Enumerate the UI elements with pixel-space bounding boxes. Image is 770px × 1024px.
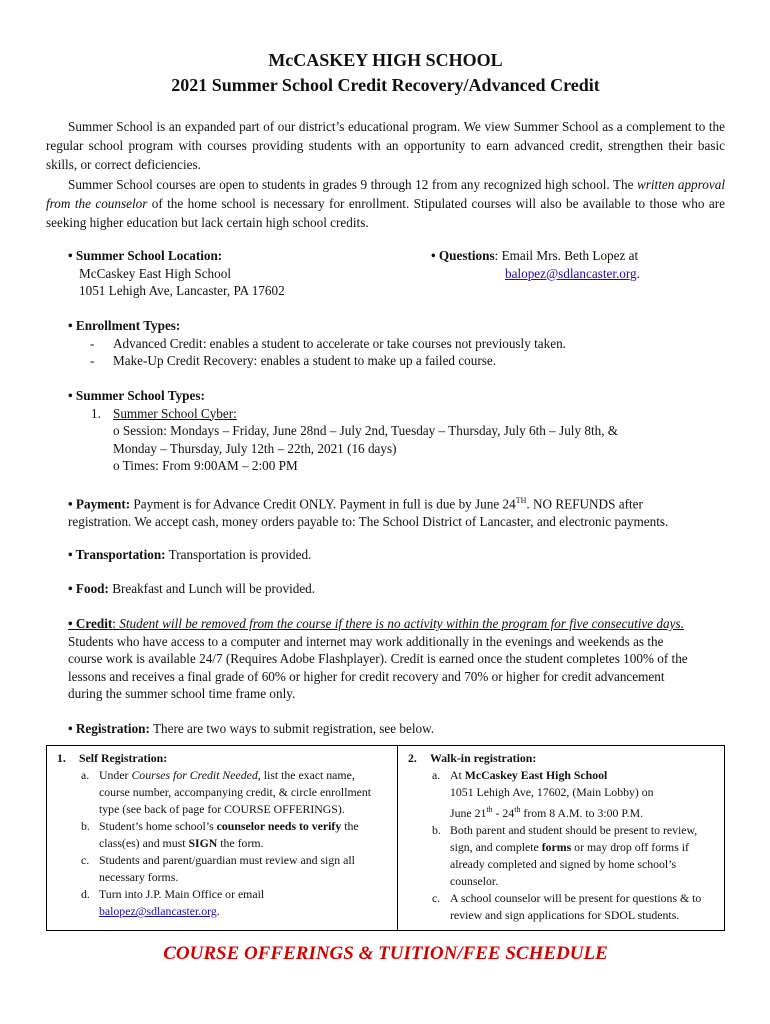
food-block <box>68 580 315 598</box>
self-reg-b2: the <box>341 819 359 833</box>
intro-paragraph-2 <box>46 175 725 232</box>
intro-text-1: Summer School is an expanded part of our district’s educational program. We view Summer School as a complement to the regular school program with courses providing students with an opportunity to earn advanced credit, strengthen their basic skills, or correct deficiencies. <box>46 119 725 172</box>
walkin-step-a <box>404 767 718 822</box>
location-address: 1051 Lehigh Ave, Lancaster, PA 17602 <box>79 283 285 298</box>
payment-block <box>68 492 668 530</box>
walkin-b2a: sign, and complete <box>450 839 542 854</box>
location-label: • Summer School Location: <box>68 248 223 263</box>
walkin-step-c <box>404 890 718 924</box>
payment-text-b: . NO REFUNDS after <box>526 496 643 512</box>
transportation-text: Transportation is provided. <box>165 547 312 562</box>
self-reg-step-d <box>53 886 391 920</box>
self-reg-email-link[interactable]: balopez@sdlancaster.org <box>99 904 217 918</box>
payment-line2: registration. We accept cash, money orders payable to: The School District of Lancaster, and electronic payments. <box>68 513 669 529</box>
self-reg-b1: Student’s home school’s <box>99 819 217 833</box>
walkin-c1: A school counselor will be present for questions & to <box>450 890 702 905</box>
types-name: Summer School Cyber: <box>113 405 237 421</box>
food-text: Breakfast and Lunch will be provided. <box>108 581 316 596</box>
types-label: • Summer School Types: <box>68 388 205 403</box>
intro-paragraph-1 <box>46 117 725 174</box>
self-reg-c1: Students and parent/guardian must review and sign all <box>99 853 355 867</box>
walkin-a-bold: McCaskey East High School <box>464 768 608 782</box>
credit-warning: Student will be removed from the course if there is no activity within the program for five consecutive days. <box>119 616 684 631</box>
self-reg-a3: course number, accompanying credit, & circle enrollment <box>99 785 372 799</box>
self-reg-b4: the form. <box>217 836 264 850</box>
intro-text-2a: Summer School courses are open to students in grades 9 through 12 from any recognized high school. The <box>68 177 637 192</box>
walkin-a1: At <box>450 768 465 782</box>
types-session-line2: Monday – Thursday, July 12th – 22th, 2021 (16 days) <box>113 440 397 456</box>
credit-colon: : <box>112 616 120 631</box>
step-letter: b. <box>81 819 90 833</box>
program-title: 2021 Summer School Credit Recovery/Advanced Credit <box>171 75 600 95</box>
intro-text-2b: of the home school is necessary for enrollment. Stipulated courses will also be available to those who are seeking higher education but lack certain high school credits. <box>46 196 725 230</box>
walkin-b-bold: forms <box>541 839 572 854</box>
location-school: McCaskey East High School <box>79 265 232 281</box>
step-letter: a. <box>432 768 441 782</box>
questions-end: . <box>636 265 640 281</box>
walkin-a2: 1051 Lehigh Ave, 17602, (Main Lobby) on <box>450 785 654 799</box>
credit-line5: during the summer school time frame only. <box>68 686 296 701</box>
self-reg-number: 1. <box>57 751 66 765</box>
questions-text: : Email Mrs. Beth Lopez at <box>494 248 639 263</box>
enrollment-item-text: Make-Up Credit Recovery: enables a student to make up a failed course. <box>113 353 497 368</box>
credit-line3: course work is available 24/7 (Requires Adobe Flashplayer). Credit is earned once the student completes 100% of the <box>68 651 688 666</box>
questions-email-link[interactable]: balopez@sdlancaster.org <box>505 265 637 281</box>
walkin-a3a: June 21 <box>450 805 487 820</box>
credit-label: • Credit <box>68 616 113 631</box>
self-reg-step-a <box>53 767 391 818</box>
credit-block <box>68 615 688 703</box>
transportation-block <box>68 546 311 564</box>
course-offerings-heading: COURSE OFFERINGS & TUITION/FEE SCHEDULE <box>163 943 608 964</box>
enrollment-item-text: Advanced Credit: enables a student to accelerate or take courses not previously taken. <box>113 335 566 351</box>
self-reg-step-b <box>53 818 391 852</box>
payment-text-a: Payment is for Advance Credit ONLY. Payment in full is due by June 24 <box>130 496 516 512</box>
step-letter: d. <box>81 887 90 901</box>
payment-label: • Payment: <box>68 496 131 512</box>
intro-text-2-italic: written approval from the counselor <box>46 177 725 211</box>
walkin-b3: already completed and signed by home school’s <box>450 856 677 871</box>
types-times: o Times: From 9:00AM – 2:00 PM <box>113 458 298 473</box>
self-reg-title: Self Registration: <box>79 751 168 765</box>
registration-text: There are two ways to submit registration, see below. <box>149 721 435 736</box>
payment-sup: TH <box>515 496 527 505</box>
enrollment-block <box>68 317 566 370</box>
walkin-number: 2. <box>408 751 417 765</box>
walkin-a3b: - 24 <box>492 805 515 820</box>
walkin-sup2: th <box>514 805 521 814</box>
self-reg-a1: Under <box>99 768 132 782</box>
self-reg-b-bold: counselor needs to verify <box>216 819 342 833</box>
location-block <box>68 247 285 300</box>
food-label: • Food: <box>68 581 109 596</box>
school-title: McCASKEY HIGH SCHOOL <box>268 50 503 70</box>
self-reg-b3: class(es) and must <box>99 836 189 850</box>
types-session-line1: o Session: Mondays – Friday, June 28nd – July 2nd, Tuesday – Thursday, July 6th – July 8th, & <box>113 423 619 438</box>
step-letter: c. <box>432 890 441 905</box>
walkin-title: Walk-in registration: <box>430 751 537 765</box>
walkin-b4: counselor. <box>450 873 499 888</box>
walkin-registration-cell <box>398 746 725 931</box>
step-letter: a. <box>81 768 90 782</box>
self-reg-step-c <box>53 852 391 886</box>
walkin-a3c: from 8 A.M. to 3:00 P.M. <box>520 805 644 820</box>
step-letter: b. <box>432 822 441 837</box>
self-reg-d-end: . <box>216 904 220 918</box>
walkin-b2b: or may drop off forms if <box>571 839 689 854</box>
self-reg-a-italic: Courses for Credit Needed <box>131 768 258 782</box>
walkin-b1: Both parent and student should be present to review, <box>450 822 698 837</box>
types-number: 1. <box>91 405 101 421</box>
self-reg-b-sign: SIGN <box>188 836 218 850</box>
questions-block <box>431 247 640 282</box>
self-reg-a2: , list the exact name, <box>257 768 355 782</box>
questions-label: • Questions <box>431 248 495 263</box>
registration-block <box>68 720 434 738</box>
types-block <box>68 387 618 475</box>
enrollment-item: - Make-Up Credit Recovery: enables a student to make up a failed course. <box>90 353 497 368</box>
self-reg-c2: necessary forms. <box>99 870 179 884</box>
credit-line4: lessons and receives a final grade of 60% or higher for credit recovery and 70% or higher for credit advancement <box>68 668 665 684</box>
step-letter: c. <box>81 853 90 867</box>
self-registration-cell <box>47 746 398 931</box>
registration-label: • Registration: <box>68 721 150 736</box>
credit-line2: Students who have access to a computer and internet may work additionally in the evenings and weekends as the <box>68 633 664 649</box>
self-reg-d1: Turn into J.P. Main Office or email <box>99 887 265 901</box>
walkin-c2: review and sign applications for SDOL students. <box>450 907 680 922</box>
walkin-step-b <box>404 822 718 890</box>
enrollment-label: • Enrollment Types: <box>68 318 181 333</box>
self-reg-a4: type (see back of page for COURSE OFFERINGS). <box>99 802 345 816</box>
registration-table <box>46 745 725 931</box>
enrollment-item: - Advanced Credit: enables a student to accelerate or take courses not previously taken. <box>90 335 566 351</box>
walkin-sup1: th <box>486 805 493 814</box>
transportation-label: • Transportation: <box>68 547 166 562</box>
